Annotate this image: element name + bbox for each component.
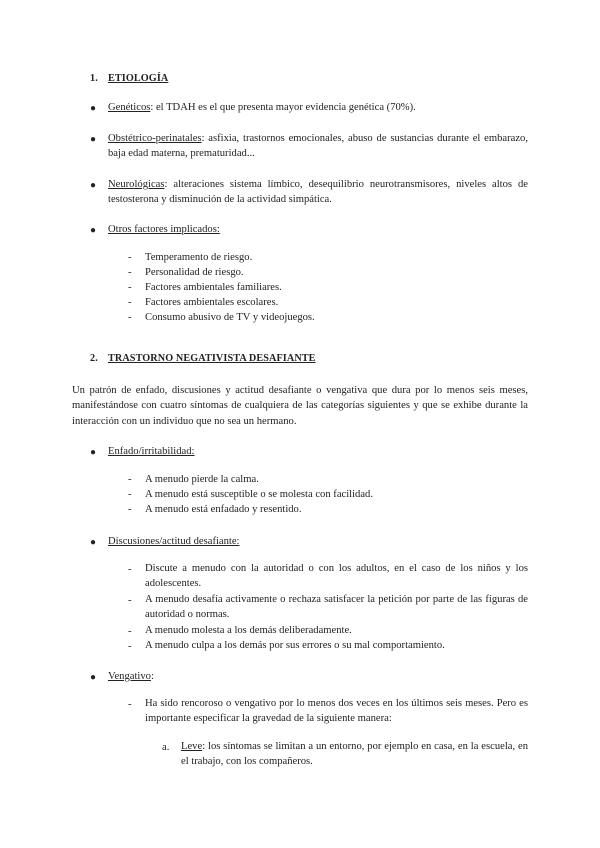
list-item: A menudo está enfadado y resentido. [145, 504, 302, 515]
severity-marker: a. [162, 742, 170, 753]
dash-icon: - [128, 267, 132, 278]
list-item: A menudo pierde la calma. [145, 474, 259, 485]
section-1-number: 1. [90, 73, 98, 84]
list-item: Factores ambientales familiares. [145, 282, 282, 293]
list-item: Consumo abusivo de TV y videojuegos. [145, 312, 315, 323]
category-label: Enfado/irritabilidad: [108, 446, 195, 457]
bullet-icon: ● [90, 672, 97, 683]
dash-icon: - [128, 474, 132, 485]
category-suffix: : [150, 671, 154, 682]
list-item: Factores ambientales escolares. [145, 297, 279, 308]
section-1-title: ETIOLOGÍA [108, 73, 169, 84]
section-2-number: 2. [90, 353, 98, 364]
dash-icon: - [128, 699, 132, 710]
dash-icon: - [128, 282, 132, 293]
section-1-heading [90, 73, 168, 84]
bullet-icon: ● [90, 180, 97, 191]
list-item: Discute a menudo con la autoridad o con los adultos, en el caso de los niños y los adolescentes. [145, 563, 528, 590]
dash-icon: - [128, 489, 132, 500]
dash-icon: - [128, 626, 132, 637]
dash-icon: - [128, 504, 132, 515]
list-item: A menudo culpa a los demás por sus errores o su mal comportamiento. [145, 640, 445, 651]
category-label: Vengativo [108, 671, 151, 682]
list-item: Personalidad de riesgo. [145, 267, 244, 278]
bullet-icon: ● [90, 225, 97, 236]
dash-icon: - [128, 595, 132, 606]
dash-icon: - [128, 297, 132, 308]
bullet-text: : el TDAH es el que presenta mayor evidencia genética (70%). [150, 102, 416, 113]
bullet-neurologicas [108, 177, 528, 208]
section-2-heading [90, 353, 316, 364]
severity-text: : los síntomas se limitan a un entorno, por ejemplo en casa, en la escuela, en el trabajo, con los compañeros. [181, 741, 528, 768]
dash-icon: - [128, 641, 132, 652]
category-vengativo [108, 669, 528, 684]
list-item: Temperamento de riesgo. [145, 252, 253, 263]
dash-icon: - [128, 252, 132, 263]
bullet-label: Otros factores implicados: [108, 224, 220, 235]
bullet-icon: ● [90, 447, 97, 458]
bullet-label: Neurológicas [108, 179, 165, 190]
severity-leve [181, 739, 528, 770]
dash-icon: - [128, 312, 132, 323]
category-label: Discusiones/actitud desafiante: [108, 536, 240, 547]
bullet-text: : asfixia, trastornos emocionales, abuso de sustancias durante el embarazo, baja edad materna, prematuridad... [108, 133, 528, 160]
section-2-title: TRASTORNO NEGATIVISTA DESAFIANTE [108, 353, 316, 364]
list-item: A menudo está susceptible o se molesta con facilidad. [145, 489, 373, 500]
category-enfado [108, 444, 528, 459]
dash-icon: - [128, 564, 132, 575]
bullet-label: Obstétrico-perinatales [108, 133, 202, 144]
bullet-icon: ● [90, 134, 97, 145]
bullet-icon: ● [90, 537, 97, 548]
bullet-icon: ● [90, 103, 97, 114]
bullet-text: : alteraciones sistema límbico, desequilibrio neurotransmisores, niveles altos de testosterona y disminución de la actividad simpática. [108, 179, 528, 206]
bullet-label: Genéticos [108, 102, 151, 113]
list-item: A menudo molesta a los demás deliberadamente. [145, 625, 352, 636]
category-discusiones [108, 534, 528, 549]
bullet-obstetrico [108, 131, 528, 162]
bullet-geneticos [108, 100, 528, 115]
bullet-otros-factores [108, 222, 528, 237]
list-item: Ha sido rencoroso o vengativo por lo menos dos veces en los últimos seis meses. Pero es importante especificar la gravedad de la siguiente manera: [145, 698, 528, 725]
severity-label: Leve [181, 741, 203, 752]
list-item: A menudo desafía activamente o rechaza satisfacer la petición por parte de las figuras de autoridad o normas. [145, 594, 528, 621]
section-2-intro: Un patrón de enfado, discusiones y actitud desafiante o vengativa que dura por lo menos seis meses, manifestándose con cuatro síntomas de cualquiera de las categorías siguientes y que se exhibe durante la interacción con un individuo que no sea un hermano. [72, 385, 528, 427]
